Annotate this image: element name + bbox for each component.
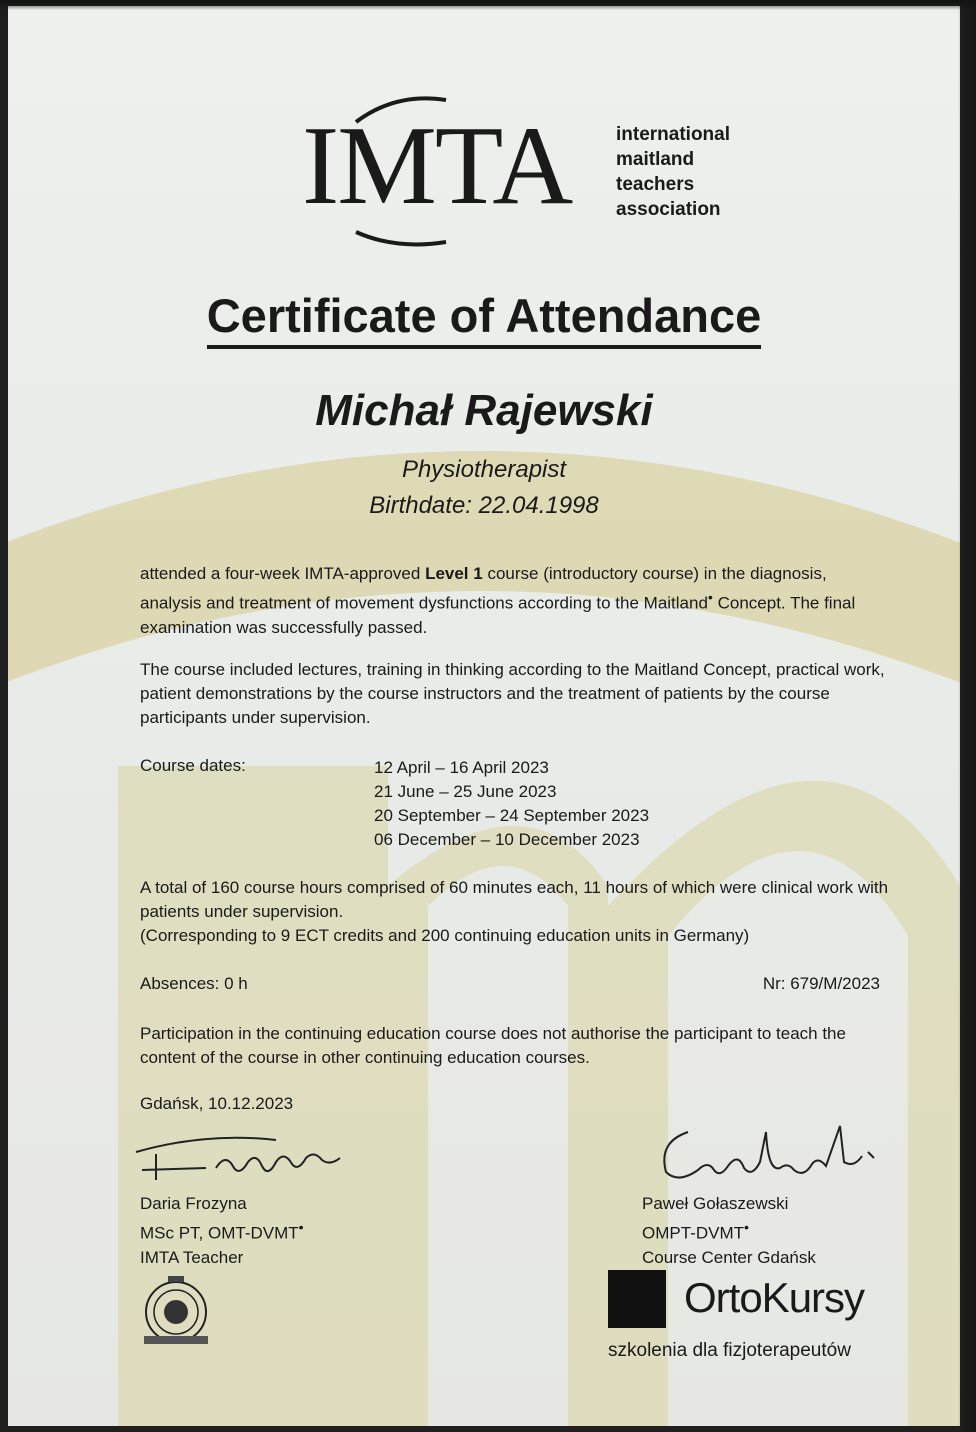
ortokursy-tagline: szkolenia dla fizjoterapeutów <box>608 1340 851 1361</box>
imta-logo <box>296 92 731 252</box>
certificate-paper <box>8 6 960 1426</box>
right-signatory-role: Course Center Gdańsk <box>642 1247 816 1267</box>
certificate-title: Certificate of Attendance <box>8 288 960 343</box>
left-signatory-role: IMTA Teacher <box>140 1247 244 1267</box>
right-signatory-title: OMPT-DVMT• <box>642 1220 749 1243</box>
ortokursy-logo <box>608 1266 878 1366</box>
recipient-profession: Physiotherapist <box>401 456 567 483</box>
course-dates-label: Course dates: <box>140 756 246 775</box>
right-signatory <box>642 1192 816 1270</box>
frame-shadow-right <box>958 0 976 1432</box>
left-signatory-title: MSc PT, OMT-DVMT• <box>140 1220 304 1243</box>
course-hours-paragraph: A total of 160 course hours comprised of 60 minutes each, 11 hours of which were clinical work with patients under supervision. (Corresponding to 9 ECT credits and 200 continuing education units in Germany) <box>140 878 889 945</box>
certificate-number: Nr: 679/M/2023 <box>762 974 880 993</box>
course-date: 21 June – 25 June 2023 <box>374 782 557 801</box>
left-signature-icon <box>116 1122 376 1192</box>
frame-shadow-top <box>0 0 976 10</box>
course-date: 20 September – 24 September 2023 <box>374 806 650 825</box>
course-dates-list <box>374 756 649 852</box>
ortokursy-square-icon <box>608 1270 666 1328</box>
logo-side-line: international <box>616 124 731 145</box>
course-date: 12 April – 16 April 2023 <box>374 758 549 777</box>
logo-side-line: association <box>616 199 721 220</box>
left-signatory <box>140 1192 304 1270</box>
right-signatory-name: Paweł Gołaszewski <box>642 1194 789 1213</box>
imta-seal-icon <box>138 1274 214 1354</box>
logo-side-line: maitland <box>616 149 695 170</box>
recipient-name: Michał Rajewski <box>315 386 653 435</box>
course-date: 06 December – 10 December 2023 <box>374 830 640 849</box>
ortokursy-name: OrtoKursy <box>684 1274 865 1321</box>
place-date: Gdańsk, 10.12.2023 <box>140 1094 294 1113</box>
right-signature-icon <box>648 1112 888 1192</box>
left-signatory-name: Daria Frozyna <box>140 1194 247 1213</box>
participation-note: Participation in the continuing education course does not authorise the participant to teach the content of the course in other continuing education courses. <box>140 1024 846 1067</box>
absences-text: Absences: 0 h <box>140 974 248 993</box>
recipient-birthdate: Birthdate: 22.04.1998 <box>369 492 599 519</box>
course-content-paragraph: The course included lectures, training in thinking according to the Maitland Concept, practical work, patient demonstrations by the course instructors and the treatment of patients by the course participants under supervision. <box>140 660 885 727</box>
logo-side-line: teachers <box>616 174 695 195</box>
logo-word: IMTA <box>302 104 572 228</box>
logo-side-text <box>616 122 730 222</box>
attendance-paragraph: attended a four-week IMTA-approved Level 1 course (introductory course) in the diagnosis, analysis and treatment of movement dysfunctions according to the Maitland• Concept. The final examination was successfully passed. <box>140 564 856 637</box>
